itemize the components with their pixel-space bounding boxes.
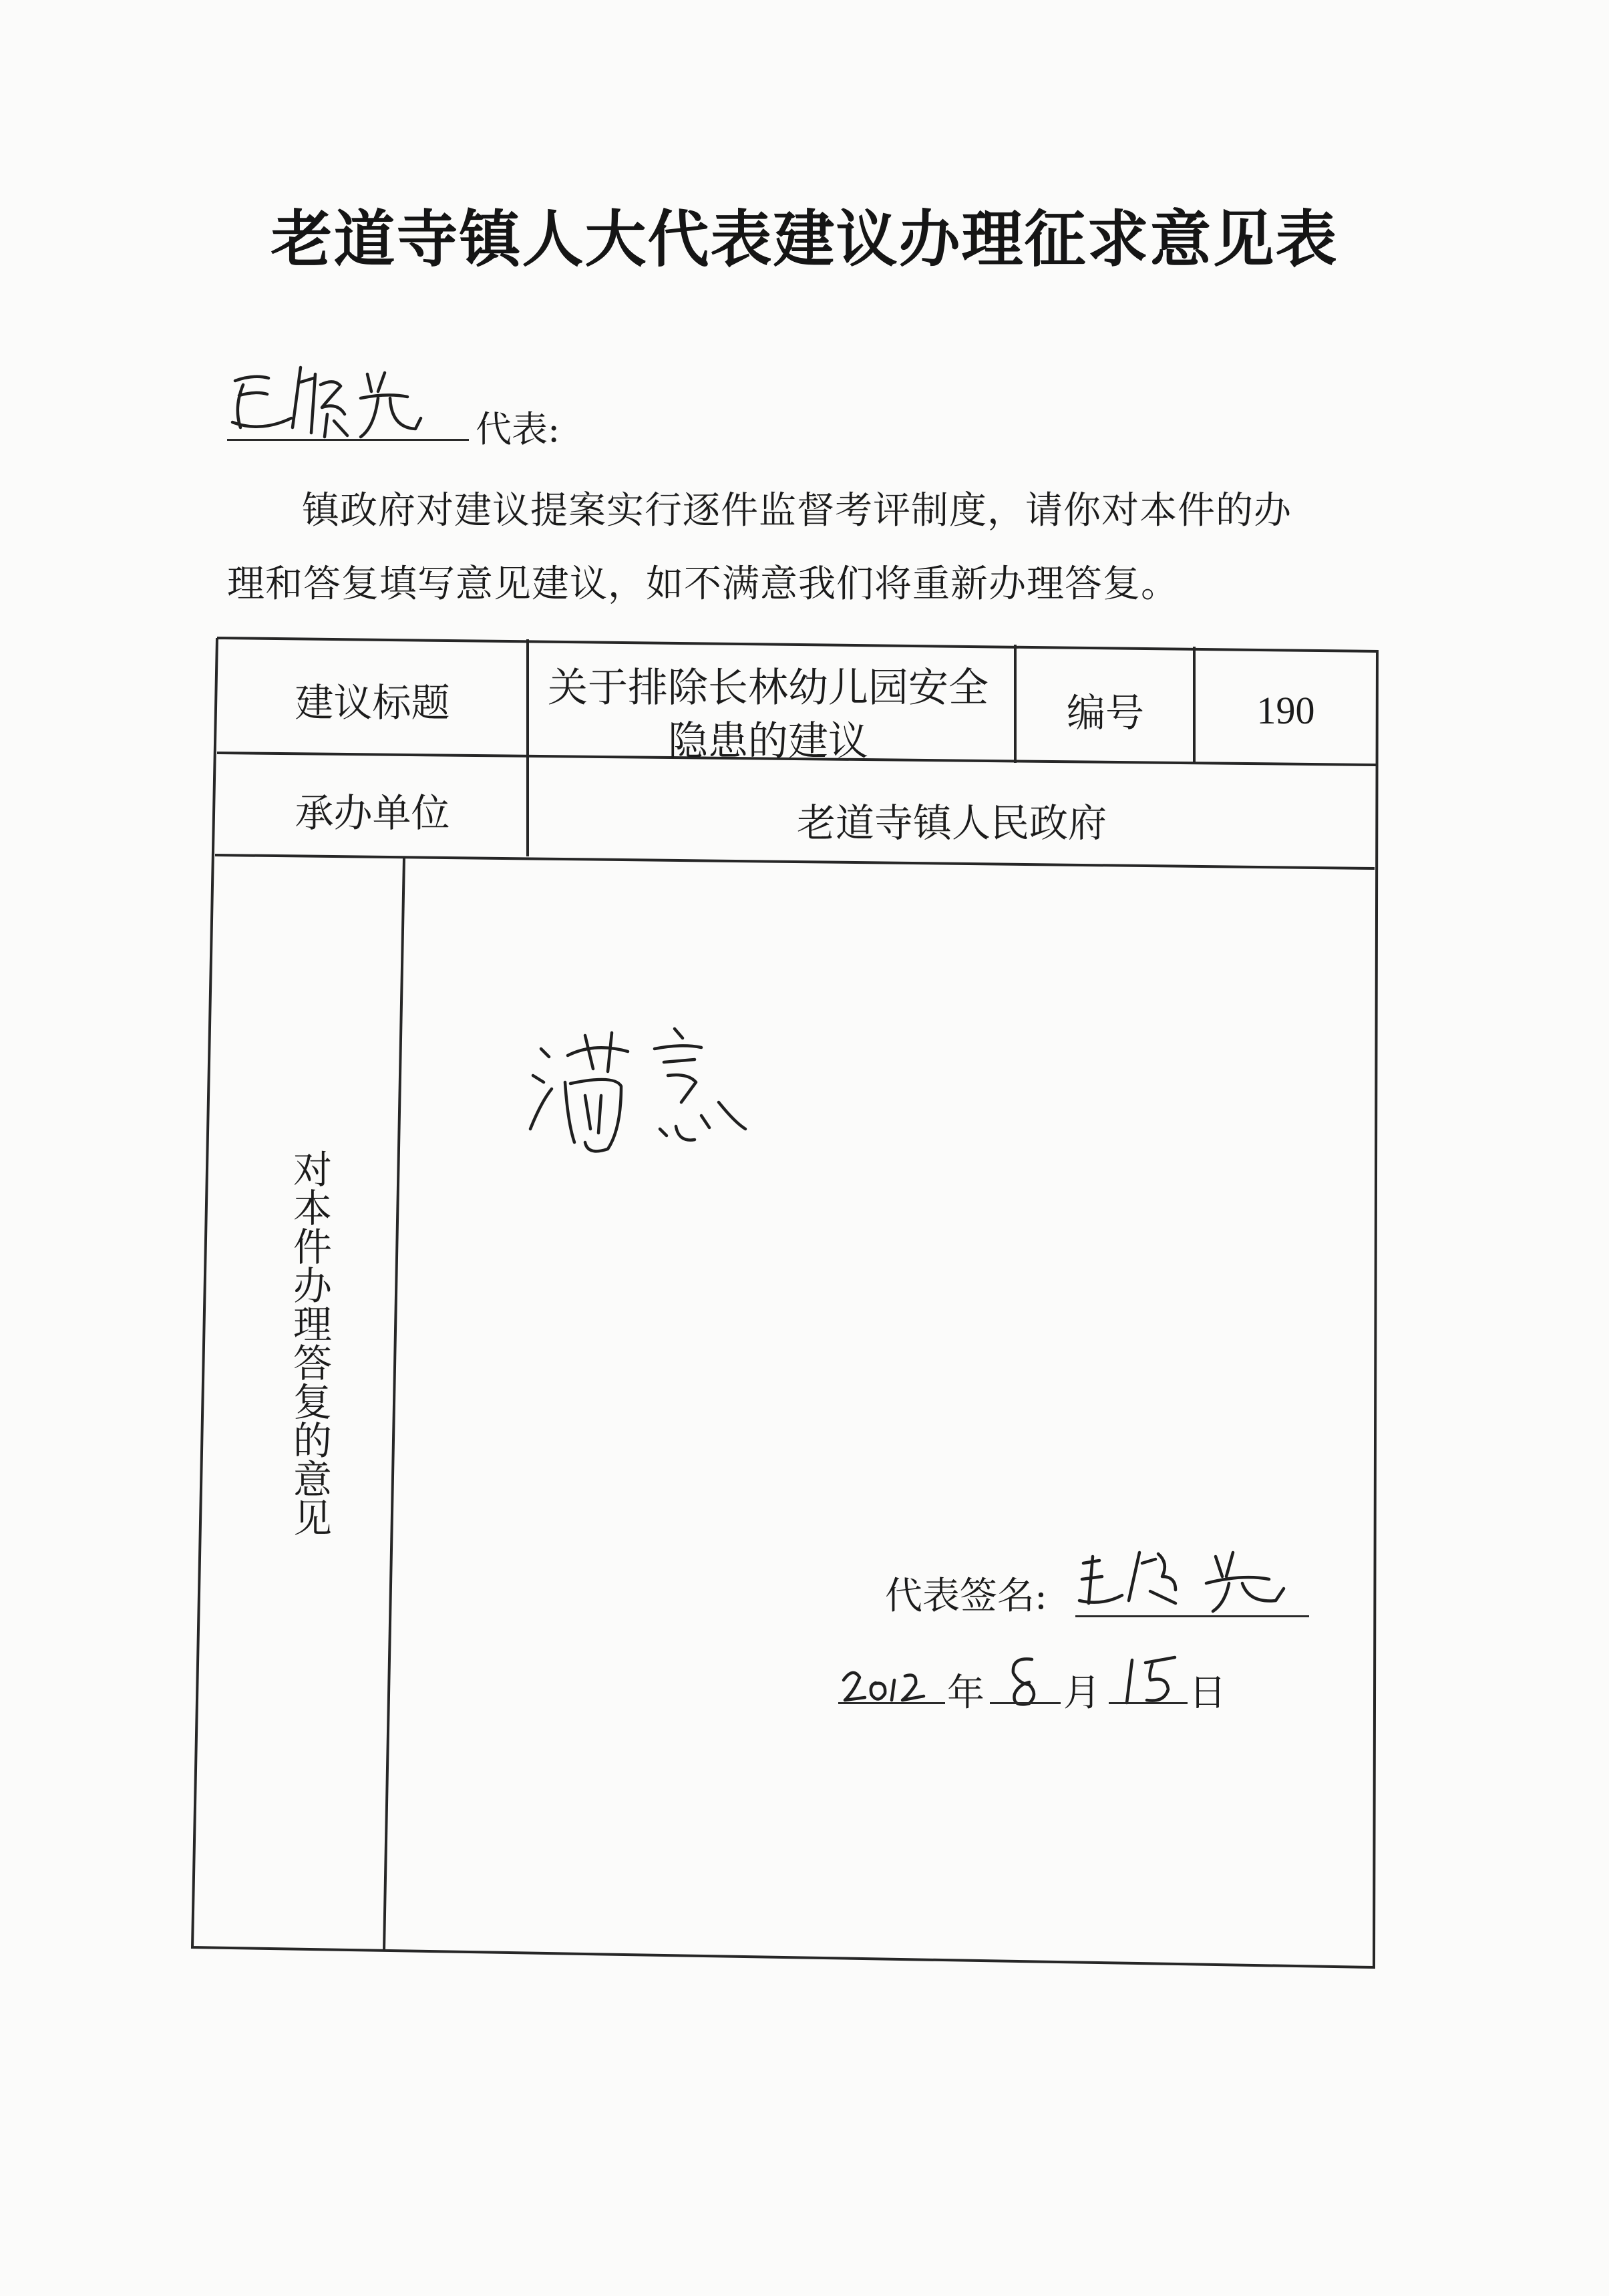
date-month-underline	[990, 1702, 1061, 1704]
handling-unit-label: 承办单位	[295, 790, 450, 836]
representative-name-handwriting	[227, 354, 468, 441]
suggestion-title-label: 建议标题	[295, 680, 450, 725]
date-year-unit: 年	[947, 1671, 985, 1715]
date-year-underline	[838, 1702, 945, 1704]
number-value: 190	[1256, 689, 1315, 732]
intro-line-2: 理和答复填写意见建议，如不满意我们将重新办理答复。	[227, 562, 1179, 606]
handling-unit-value: 老道寺镇人民政府	[796, 800, 1107, 846]
opinion-handwriting	[521, 1002, 761, 1176]
number-label: 编号	[1066, 690, 1144, 735]
intro-line-1: 镇政府对建议提案实行逐件监督考评制度，请你对本件的办	[302, 489, 1292, 532]
representative-signature	[1075, 1536, 1302, 1617]
signature-underline	[1075, 1615, 1309, 1617]
representative-suffix: 代表:	[476, 408, 560, 450]
representative-name-underline	[227, 439, 469, 441]
date-year-handwriting	[838, 1653, 945, 1713]
date-day-unit: 日	[1189, 1671, 1226, 1715]
signature-label: 代表签名:	[885, 1575, 1047, 1618]
opinion-label: 对本件办理答复的意见	[287, 1149, 332, 1536]
date-day-underline	[1109, 1702, 1188, 1704]
document-title: 老道寺镇人大代表建议办理征求意见表	[271, 203, 1338, 275]
suggestion-title-value: 关于排除长林幼儿园安全隐患的建议	[548, 665, 989, 765]
date-month-unit: 月	[1063, 1671, 1101, 1715]
